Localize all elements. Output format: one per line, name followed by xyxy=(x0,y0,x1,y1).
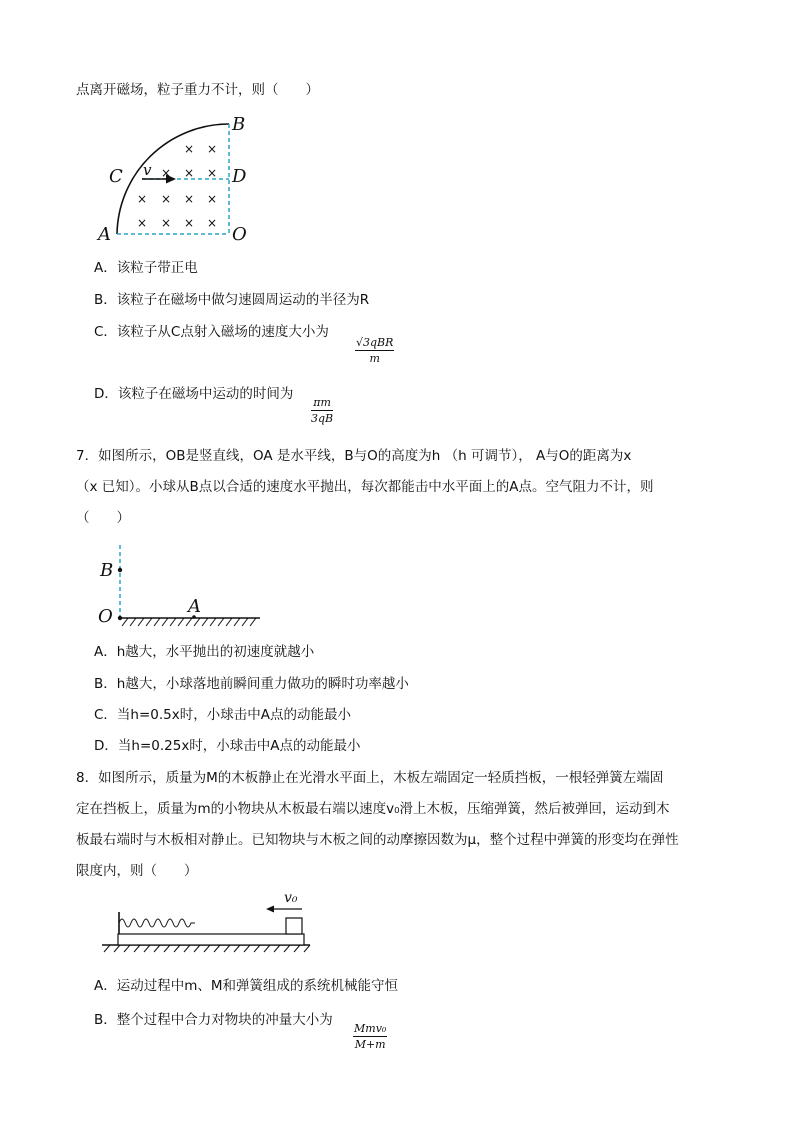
q8-stem-line-2: 定在挡板上，质量为m的小物块从木板最右端以速度v₀滑上木板，压缩弹簧，然后被弹回，运动到木 xyxy=(76,801,670,817)
field-cross-icon: × xyxy=(206,142,218,156)
q6-label-a: A xyxy=(98,224,111,245)
fraction-denominator: m xyxy=(369,352,380,365)
q6-stem-tail: 点离开磁场，粒子重力不计，则（ ） xyxy=(76,82,319,98)
q8-stem-line-4: 限度内，则（ ） xyxy=(76,863,198,879)
fraction-numerator: Mmv₀ xyxy=(354,1022,387,1035)
field-cross-icon: × xyxy=(183,142,195,156)
q7-label-b: B xyxy=(100,560,114,581)
q6-label-o: O xyxy=(232,224,247,245)
q7-option-a: A．h越大，水平抛出的初速度就越小 xyxy=(94,644,315,660)
q7-option-b: B．h越大，小球落地前瞬间重力做功的瞬时功率越小 xyxy=(94,676,409,692)
q8-stem-line-1: 8．如图所示，质量为M的木板静止在光滑水平面上，木板左端固定一轻质挡板，一根轻弹簧左端固 xyxy=(76,770,664,786)
field-cross-icon: × xyxy=(206,216,218,230)
q6-option-a: A．该粒子带正电 xyxy=(94,260,198,276)
q6-option-c-fraction xyxy=(355,336,394,365)
fraction-numerator: πm xyxy=(311,396,333,411)
q8-label-v0: v₀ xyxy=(284,890,298,906)
q7-stem-line-2: （x 已知）。小球从B点以合适的速度水平抛出，每次都能击中水平面上的A点。空气阻力不计，则 xyxy=(76,479,654,495)
fraction-denominator: 3qB xyxy=(311,412,334,425)
q8-stem-line-3: 板最右端时与木板相对静止。已知物块与木板之间的动摩擦因数为μ，整个过程中弹簧的形变均在弹性 xyxy=(76,832,679,848)
fraction-numerator: √3qBR xyxy=(356,336,394,349)
field-cross-icon: × xyxy=(160,216,172,230)
fraction-denominator: M+m xyxy=(354,1038,386,1051)
q7-label-a: A xyxy=(188,596,201,617)
q7-option-c: C．当h=0.5x时，小球击中A点的动能最小 xyxy=(94,707,351,723)
q7-option-d: D．当h=0.25x时，小球击中A点的动能最小 xyxy=(94,738,361,754)
q6-option-d-fraction xyxy=(311,396,333,425)
field-cross-icon: × xyxy=(136,192,148,206)
field-cross-icon: × xyxy=(183,166,195,180)
q6-option-d: D．该粒子在磁场中运动的时间为 xyxy=(94,386,294,402)
field-cross-icon: × xyxy=(206,192,218,206)
q6-option-b: B．该粒子在磁场中做匀速圆周运动的半径为R xyxy=(94,292,370,308)
q6-label-b: B xyxy=(232,114,246,135)
q8-option-b-fraction xyxy=(353,1022,387,1051)
field-cross-icon: × xyxy=(183,192,195,206)
q7-stem-line-1: 7．如图所示，OB是竖直线，OA 是水平线，B与O的高度为h （h 可调节）， A与O的距离为x xyxy=(76,448,632,464)
q8-option-b: B．整个过程中合力对物块的冲量大小为 xyxy=(94,1012,333,1028)
field-cross-icon: × xyxy=(183,216,195,230)
q7-label-o: O xyxy=(98,606,113,627)
q6-option-c: C．该粒子从C点射入磁场的速度大小为 xyxy=(94,324,329,340)
q6-label-c: C xyxy=(109,166,123,187)
q6-label-d: D xyxy=(232,166,247,187)
field-cross-icon: × xyxy=(160,192,172,206)
field-cross-icon: × xyxy=(160,166,172,180)
q8-option-a: A．运动过程中m、M和弹簧组成的系统机械能守恒 xyxy=(94,978,399,994)
q6-label-v: v xyxy=(143,161,152,179)
field-cross-icon: × xyxy=(136,216,148,230)
q7-stem-line-3: （ ） xyxy=(76,510,130,526)
field-cross-icon: × xyxy=(206,166,218,180)
